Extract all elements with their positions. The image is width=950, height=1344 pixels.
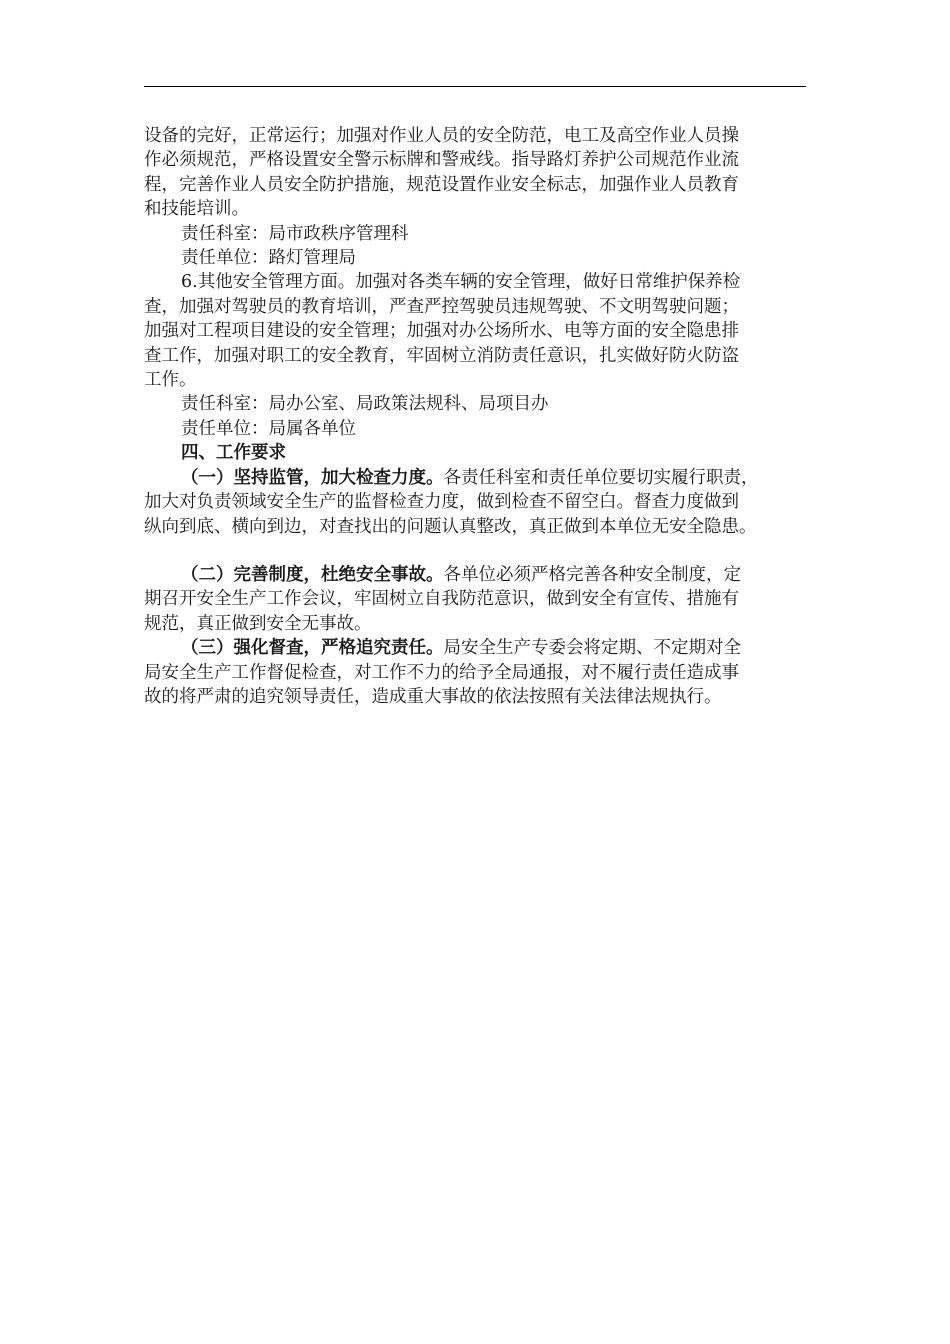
paragraph-other-safety: [144, 270, 820, 392]
requirement-title: （三）强化督查，严格追究责任。: [181, 638, 444, 659]
requirement-text: 各责任科室和责任单位要切实履行职责，: [443, 467, 759, 488]
responsible-office: 责任科室：局办公室、局政策法规科、局项目办: [181, 394, 549, 415]
requirement-title: （二）完善制度，杜绝安全事故。: [181, 564, 444, 585]
text-line: 设备的完好，正常运行；加强对作业人员的安全防范，电工及高空作业人员操: [144, 126, 739, 146]
paragraph-streetlight-safety: [144, 124, 820, 222]
text-line: [144, 636, 820, 660]
text-line: 规范，真正做到安全无事故。: [144, 613, 372, 634]
text-line: 纵向到底、横向到边，对查找出的问题认真整改，真正做到本单位无安全隐患。: [144, 516, 757, 537]
text-line: 6.其他安全管理方面。加强对各类车辆的安全管理，做好日常维护保养检: [181, 272, 741, 293]
requirement-3: [144, 636, 820, 709]
text-line: 查工作，加强对职工的安全教育，牢固树立消防责任意识，扎实做好防火防盗: [144, 345, 739, 366]
text-line: 局安全生产工作督促检查，对工作不力的给予全局通报，对不履行责任造成事: [144, 662, 739, 683]
text-line: 故的将严肃的追究领导责任，造成重大事故的依法按照有关法律法规执行。: [144, 686, 722, 707]
requirement-title: （一）坚持监管，加大检查力度。: [181, 467, 444, 488]
text-line: [144, 466, 820, 490]
paragraph-gap: [144, 539, 820, 563]
responsible-unit: 责任单位：路灯管理局: [181, 248, 356, 269]
text-line: 程，完善作业人员安全防护措施，规范设置作业安全标志，加强作业人员教育: [144, 174, 739, 195]
requirement-text: 局安全生产专委会将定期、不定期对全: [443, 638, 741, 659]
section-heading: 四、工作要求: [181, 443, 286, 464]
text-line: 加大对负责领域安全生产的监督检查力度，做到检查不留空白。督查力度做到: [144, 492, 739, 513]
text-line: 工作。: [144, 370, 197, 391]
responsible-office: 责任科室：局市政秩序管理科: [181, 223, 409, 244]
requirement-text: 各单位必须严格完善各种安全制度，定: [443, 564, 741, 585]
header-rule: [144, 86, 806, 87]
text-line: 期召开安全生产工作会议，牢固树立自我防范意识，做到安全有宣传、措施有: [144, 589, 739, 610]
text-line: 查，加强对驾驶员的教育培训，严查严控驾驶员违规驾驶、不文明驾驶问题；: [144, 296, 739, 317]
text-line: 和技能培训。: [144, 199, 249, 220]
responsible-unit: 责任单位：局属各单位: [181, 418, 356, 439]
text-line: 作必须规范，严格设置安全警示标牌和警戒线。指导路灯养护公司规范作业流: [144, 150, 739, 171]
requirement-1: [144, 466, 820, 539]
document-body: [144, 124, 820, 709]
text-line: 加强对工程项目建设的安全管理；加强对办公场所水、电等方面的安全隐患排: [144, 321, 739, 342]
text-line: [144, 563, 820, 587]
requirement-2: [144, 563, 820, 636]
